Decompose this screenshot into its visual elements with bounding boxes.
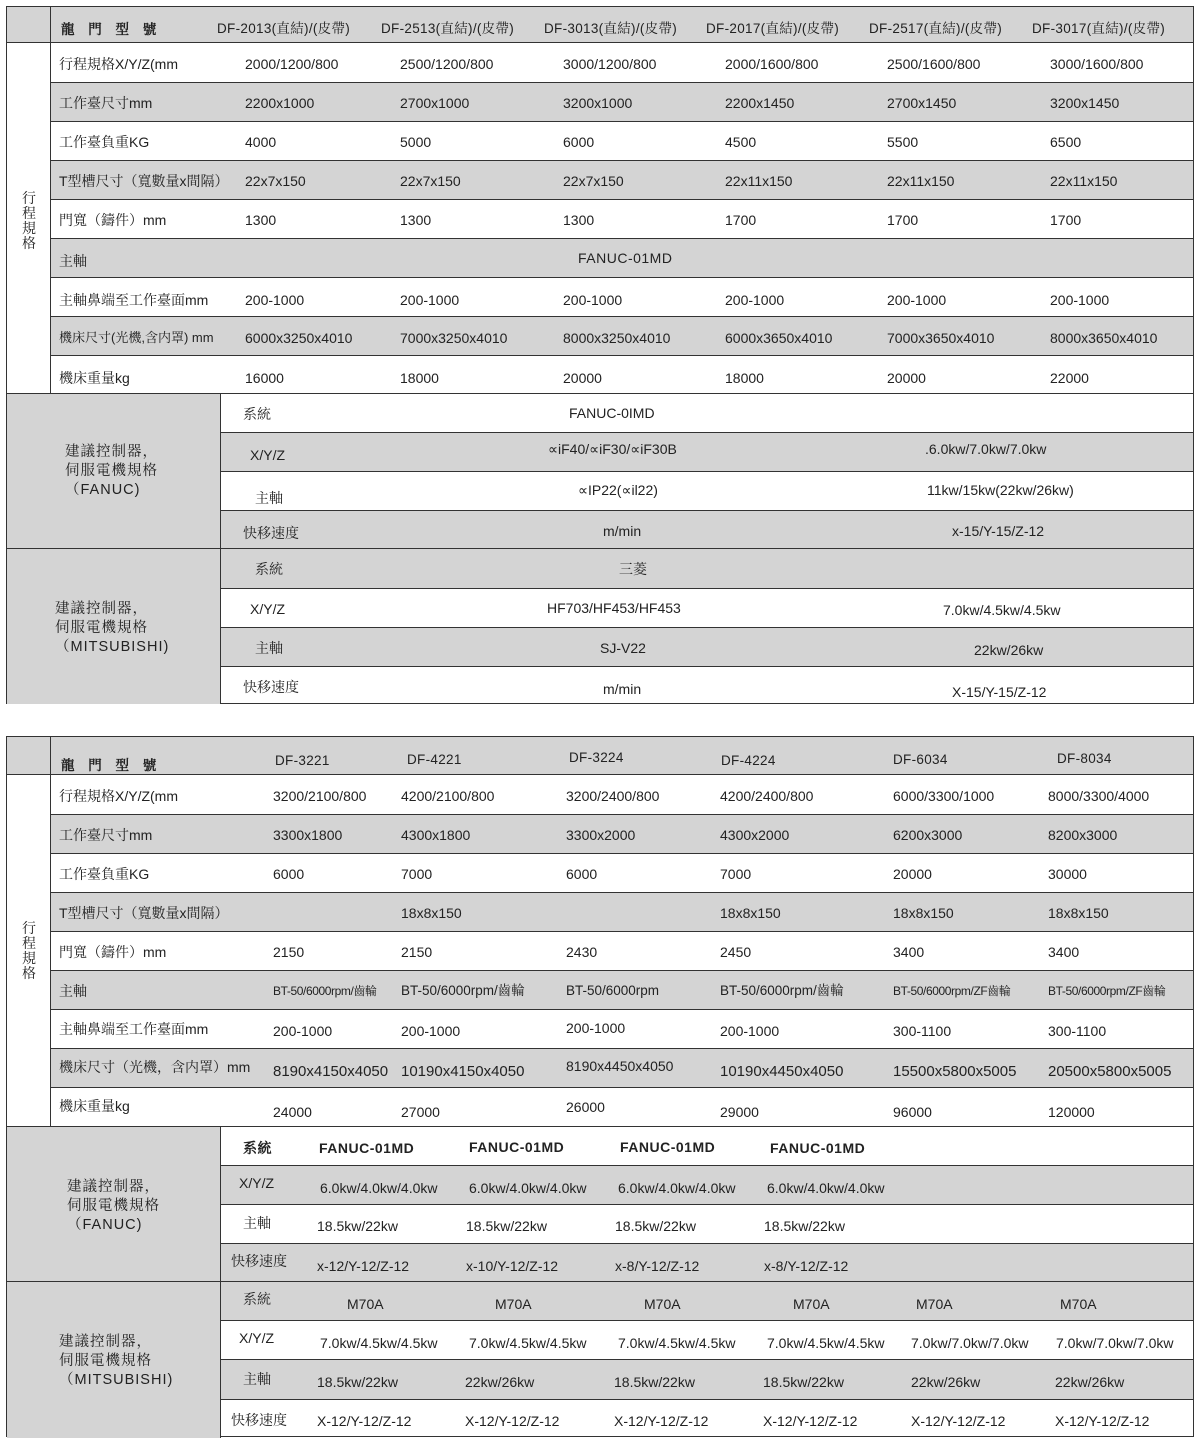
section-label-cell	[7, 1282, 221, 1438]
mitsubishi-section	[7, 1281, 1193, 1438]
cell-value: 6.0kw/4.0kw/4.0kw	[320, 1180, 438, 1196]
section-label-line: 伺服電機規格	[55, 620, 148, 636]
row-label: T型槽尺寸（寬數量x間隔）	[59, 173, 229, 189]
row-label: 快移速度	[231, 1253, 287, 1269]
cell-value: 8000x3650x4010	[1050, 330, 1158, 346]
cell-value: 20000	[887, 370, 926, 386]
table-row	[221, 432, 1193, 471]
cell-value: 7.0kw/7.0kw/7.0kw	[1056, 1335, 1174, 1351]
cell-value: BT-50/6000rpm/ZF齒輪	[893, 984, 1011, 998]
table-header	[7, 737, 1193, 775]
cell-value: 3200x1450	[1050, 95, 1120, 111]
table-row	[51, 814, 1193, 853]
cell-value: 4300x2000	[720, 827, 790, 843]
cell-value: 27000	[401, 1104, 440, 1120]
cell-value: 11kw/15kw(22kw/26kw)	[927, 482, 1074, 498]
cell-value: 18.5kw/22kw	[764, 1218, 845, 1234]
table-row	[51, 853, 1193, 892]
cell-value: M70A	[644, 1296, 681, 1312]
cell-value: X-12/Y-12/Z-12	[1055, 1413, 1150, 1429]
table-row	[51, 121, 1193, 160]
cell-value: 200-1000	[245, 292, 305, 308]
row-label: 主軸	[255, 640, 283, 656]
section-label-line: 伺服電機規格	[65, 463, 158, 479]
cell-value: m/min	[603, 681, 642, 697]
cell-value: 7000x3650x4010	[887, 330, 995, 346]
cell-value: 2500/1200/800	[400, 56, 494, 72]
spec-table-2	[6, 736, 1194, 1437]
cell-value: 22kw/26kw	[974, 642, 1044, 658]
model-name: DF-3017(直結)/(皮帶)	[1032, 21, 1166, 36]
cell-value: 7.0kw/4.5kw/4.5kw	[618, 1335, 736, 1351]
table-row	[221, 1320, 1193, 1359]
cell-value: 4500	[725, 134, 757, 150]
cell-value: 300-1100	[893, 1023, 952, 1039]
cell-value: 18000	[725, 370, 764, 386]
cell-value: 18000	[400, 370, 439, 386]
cell-value: SJ-V22	[600, 640, 646, 656]
cell-value: FANUC-01MD	[620, 1139, 716, 1155]
model-name: DF-4224	[721, 753, 776, 768]
table-row	[221, 1282, 1193, 1320]
cell-value: 18.5kw/22kw	[763, 1374, 844, 1390]
cell-value: 7000x3250x4010	[400, 330, 508, 346]
cell-value: 15500x5800x5005	[893, 1063, 1017, 1080]
section-label-line: 建議控制器，	[67, 1179, 160, 1195]
cell-value: x-10/Y-12/Z-12	[466, 1258, 559, 1274]
cell-value: 20500x5800x5005	[1048, 1063, 1172, 1080]
table-row	[51, 1087, 1193, 1126]
cell-value: 2150	[273, 944, 305, 960]
merged-value: FANUC-01MD	[578, 250, 673, 266]
cell-value: 29000	[720, 1104, 759, 1120]
cell-value: 3000/1200/800	[563, 56, 657, 72]
table-row	[221, 627, 1193, 666]
cell-value: m/min	[603, 523, 642, 539]
section-label-line: （MITSUBISHI)	[59, 1372, 174, 1388]
cell-value: FANUC-0IMD	[569, 405, 655, 421]
cell-value: 6.0kw/4.0kw/4.0kw	[767, 1180, 885, 1196]
cell-value: 200-1000	[563, 292, 623, 308]
cell-value: 1700	[725, 212, 757, 228]
cell-value: M70A	[347, 1296, 384, 1312]
cell-value: 18x8x150	[1048, 905, 1109, 921]
side-label-cell	[7, 43, 51, 393]
cell-value: 2700x1450	[887, 95, 957, 111]
section-label-line: 建議控制器，	[65, 444, 158, 460]
cell-value: 22x7x150	[400, 173, 461, 189]
cell-value: 22x7x150	[245, 173, 306, 189]
cell-value: 200-1000	[401, 1023, 461, 1039]
row-label: 機床尺寸(光機,含内罩) mm	[59, 330, 214, 345]
section-label-cell	[7, 394, 221, 548]
cell-value: 3400	[1048, 944, 1080, 960]
model-name: DF-2517(直結)/(皮帶)	[869, 21, 1003, 36]
row-label: T型槽尺寸（寬數量x間隔）	[59, 905, 229, 921]
cell-value: 3300x2000	[566, 827, 636, 843]
cell-value: 1300	[400, 212, 432, 228]
section-label-line: 建議控制器，	[55, 601, 148, 617]
row-label: 門寬（鑄件）mm	[59, 212, 167, 228]
cell-value: 7.0kw/4.5kw/4.5kw	[320, 1335, 438, 1351]
table-row	[221, 1165, 1193, 1204]
cell-value: 6000x3250x4010	[245, 330, 353, 346]
cell-value: X-12/Y-12/Z-12	[465, 1413, 560, 1429]
header-corner	[7, 737, 51, 774]
cell-value: x-8/Y-12/Z-12	[764, 1258, 849, 1274]
table-row	[221, 1359, 1193, 1399]
cell-value: 2450	[720, 944, 752, 960]
model-name: DF-2017(直結)/(皮帶)	[706, 21, 840, 36]
row-label: 工作臺負重KG	[59, 866, 150, 882]
cell-value: 3200/2100/800	[273, 788, 367, 804]
table-row	[51, 199, 1193, 238]
section-label-line: 伺服電機規格	[59, 1353, 152, 1369]
cell-value: 26000	[566, 1099, 605, 1115]
cell-value: 4000	[245, 134, 277, 150]
cell-value: 8190x4450x4050	[566, 1058, 674, 1074]
row-label: 行程規格X/Y/Z(mm	[59, 788, 178, 804]
section-label-line: 建議控制器，	[59, 1334, 152, 1350]
cell-value: 18.5kw/22kw	[317, 1218, 398, 1234]
cell-value: X-15/Y-15/Z-12	[952, 684, 1047, 700]
model-name: DF-2013(直結)/(皮帶)	[217, 21, 351, 36]
spec-table-1	[6, 6, 1194, 704]
row-label: X/Y/Z	[239, 1175, 275, 1191]
section-label-line: 伺服電機規格	[67, 1198, 160, 1214]
cell-value: 2200x1450	[725, 95, 795, 111]
row-label: 系統	[243, 406, 271, 422]
cell-value: 18x8x150	[401, 905, 462, 921]
cell-value: FANUC-01MD	[469, 1139, 565, 1155]
cell-value: X-12/Y-12/Z-12	[317, 1413, 412, 1429]
cell-value: 2000/1600/800	[725, 56, 819, 72]
cell-value: 2500/1600/800	[887, 56, 981, 72]
cell-value: BT-50/6000rpm/齒輪	[720, 983, 844, 998]
cell-value: BT-50/6000rpm	[566, 983, 660, 998]
cell-value: 18.5kw/22kw	[466, 1218, 547, 1234]
cell-value: 22kw/26kw	[1055, 1374, 1125, 1390]
cell-value: x-8/Y-12/Z-12	[615, 1258, 700, 1274]
cell-value: 7.0kw/4.5kw/4.5kw	[767, 1335, 885, 1351]
cell-value: 200-1000	[566, 1020, 626, 1036]
cell-value: 7.0kw/7.0kw/7.0kw	[911, 1335, 1029, 1351]
model-label: 龍 門 型 號	[61, 758, 162, 773]
cell-value: 6.0kw/4.0kw/4.0kw	[618, 1180, 736, 1196]
cell-value: 120000	[1048, 1104, 1095, 1120]
cell-value: FANUC-01MD	[770, 1140, 866, 1156]
section-label-line: （FANUC)	[67, 1217, 143, 1233]
cell-value: 18.5kw/22kw	[317, 1374, 398, 1390]
section-label-cell	[7, 1127, 221, 1281]
cell-value: 4300x1800	[401, 827, 471, 843]
table-row	[51, 82, 1193, 121]
cell-value: 6000	[273, 866, 305, 882]
model-name: DF-3013(直結)/(皮帶)	[544, 21, 678, 36]
cell-value: 2000/1200/800	[245, 56, 339, 72]
cell-value: 22kw/26kw	[911, 1374, 981, 1390]
cell-value: HF703/HF453/HF453	[547, 600, 681, 616]
cell-value: 18.5kw/22kw	[614, 1374, 695, 1390]
row-label: 主軸	[59, 253, 87, 269]
model-name: DF-3224	[569, 750, 624, 765]
side-label: 行程規格	[22, 920, 36, 981]
table-row	[221, 1127, 1193, 1165]
cell-value: 1700	[887, 212, 919, 228]
cell-value: M70A	[495, 1296, 532, 1312]
cell-value: 5000	[400, 134, 432, 150]
cell-value: FANUC-01MD	[319, 1140, 415, 1156]
model-name: DF-4221	[407, 752, 462, 767]
table-row	[51, 775, 1193, 814]
cell-value: 2430	[566, 944, 598, 960]
table-row	[51, 277, 1193, 316]
row-label: 系統	[243, 1291, 271, 1307]
cell-value: 5500	[887, 134, 919, 150]
cell-value: x-15/Y-15/Z-12	[952, 523, 1045, 539]
cell-value: 6000	[563, 134, 595, 150]
cell-value: 4200/2100/800	[401, 788, 495, 804]
cell-value: M70A	[1060, 1296, 1097, 1312]
row-label: 主軸鼻端至工作臺面mm	[59, 292, 209, 308]
row-label: 機床尺寸（光機，含内罩）mm	[59, 1059, 251, 1075]
cell-value: 22x11x150	[1050, 173, 1118, 189]
cell-value: 200-1000	[725, 292, 785, 308]
header-corner	[7, 7, 51, 42]
cell-value: 200-1000	[887, 292, 947, 308]
section-label-cell	[7, 549, 221, 704]
cell-value: BT-50/6000rpm/ZF齒輪	[1048, 984, 1166, 998]
table-row	[221, 510, 1193, 549]
cell-value: 6500	[1050, 134, 1082, 150]
cell-value: 3300x1800	[273, 827, 343, 843]
cell-value: 10190x4150x4050	[401, 1063, 525, 1080]
table-row	[51, 1048, 1193, 1087]
table-row	[221, 1204, 1193, 1243]
table-row	[221, 549, 1193, 588]
cell-value: 20000	[893, 866, 932, 882]
cell-value: 1300	[245, 212, 277, 228]
cell-value: 24000	[273, 1104, 312, 1120]
cell-value: 22000	[1050, 370, 1089, 386]
row-label: X/Y/Z	[250, 601, 286, 617]
cell-value: 22kw/26kw	[465, 1374, 535, 1390]
table-row	[221, 471, 1193, 510]
table-row	[221, 666, 1193, 705]
cell-value: 8000/3300/4000	[1048, 788, 1150, 804]
cell-value: 200-1000	[720, 1023, 780, 1039]
cell-value: BT-50/6000rpm/齒輪	[401, 983, 525, 998]
cell-value: 96000	[893, 1104, 932, 1120]
table-row	[51, 43, 1193, 82]
cell-value: 6200x3000	[893, 827, 963, 843]
table-row	[51, 238, 1193, 277]
table-row	[221, 588, 1193, 627]
cell-value: 4200/2400/800	[720, 788, 814, 804]
section-label-line: （FANUC)	[65, 482, 141, 498]
model-name: DF-3221	[275, 753, 330, 768]
cell-value: 7.0kw/4.5kw/4.5kw	[469, 1335, 587, 1351]
cell-value: 6000/3300/1000	[893, 788, 995, 804]
cell-value: 18.5kw/22kw	[615, 1218, 696, 1234]
cell-value: 7.0kw/4.5kw/4.5kw	[943, 602, 1061, 618]
cell-value: 2200x1000	[245, 95, 315, 111]
section-label-line: （MITSUBISHI)	[55, 639, 170, 655]
cell-value: ∝IP22(∝il22)	[578, 482, 658, 498]
row-label: 機床重量kg	[59, 1098, 130, 1114]
row-label: 工作臺負重KG	[59, 134, 150, 150]
row-label: 主軸	[59, 983, 87, 999]
row-label: 系統	[243, 1140, 272, 1156]
cell-value: 7000	[401, 866, 433, 882]
row-label: 快移速度	[243, 679, 299, 695]
row-label: 門寬（鑄件）mm	[59, 944, 167, 960]
cell-value: 3400	[893, 944, 925, 960]
cell-value: 3200/2400/800	[566, 788, 660, 804]
table-header	[7, 7, 1193, 43]
table-row	[221, 394, 1193, 432]
cell-value: 8000x3250x4010	[563, 330, 671, 346]
cell-value: 6000	[566, 866, 598, 882]
table-row	[51, 1009, 1193, 1048]
model-name: DF-8034	[1057, 751, 1112, 766]
row-label: 主軸	[243, 1215, 271, 1231]
row-label: 主軸	[255, 490, 283, 506]
row-label: 快移速度	[243, 525, 299, 541]
cell-value: BT-50/6000rpm/齒輪	[273, 984, 377, 998]
cell-value: 6.0kw/4.0kw/4.0kw	[469, 1180, 587, 1196]
table-row	[51, 160, 1193, 199]
cell-value: X-12/Y-12/Z-12	[614, 1413, 709, 1429]
cell-value: 22x11x150	[887, 173, 955, 189]
cell-value: .6.0kw/7.0kw/7.0kw	[925, 441, 1047, 457]
cell-value: 22x7x150	[563, 173, 624, 189]
cell-value: 200-1000	[400, 292, 460, 308]
row-label: 工作臺尺寸mm	[59, 95, 153, 111]
side-label-cell	[7, 775, 51, 1126]
cell-value: 8190x4150x4050	[273, 1063, 389, 1080]
cell-value: 16000	[245, 370, 284, 386]
cell-value: X-12/Y-12/Z-12	[911, 1413, 1006, 1429]
table-row	[51, 892, 1193, 931]
row-label: 主軸	[243, 1371, 271, 1387]
table-row	[51, 970, 1193, 1009]
side-label: 行程規格	[22, 190, 36, 251]
cell-value: M70A	[793, 1296, 830, 1312]
table-row	[51, 931, 1193, 970]
model-label: 龍 門 型 號	[61, 22, 162, 37]
cell-value: 3000/1600/800	[1050, 56, 1144, 72]
row-label: 主軸鼻端至工作臺面mm	[59, 1021, 209, 1037]
fanuc-section	[7, 393, 1193, 548]
cell-value: 1300	[563, 212, 595, 228]
cell-value: 3200x1000	[563, 95, 633, 111]
cell-value: 1700	[1050, 212, 1082, 228]
cell-value: 18x8x150	[893, 905, 954, 921]
table-row	[221, 1243, 1193, 1282]
cell-value: 200-1000	[1050, 292, 1110, 308]
row-label: X/Y/Z	[250, 447, 286, 463]
cell-value: 18x8x150	[720, 905, 781, 921]
model-name: DF-2513(直結)/(皮帶)	[381, 21, 515, 36]
model-name: DF-6034	[893, 752, 948, 767]
mitsubishi-section	[7, 548, 1193, 704]
cell-value: 7000	[720, 866, 752, 882]
row-label: X/Y/Z	[239, 1330, 275, 1346]
cell-value: X-12/Y-12/Z-12	[763, 1413, 858, 1429]
table-row	[221, 1399, 1193, 1439]
cell-value: ∝iF40/∝iF30/∝iF30B	[548, 441, 677, 457]
row-label: 工作臺尺寸mm	[59, 827, 153, 843]
cell-value: 30000	[1048, 866, 1087, 882]
cell-value: 三菱	[619, 561, 647, 577]
row-label: 快移速度	[231, 1412, 287, 1428]
cell-value: 22x11x150	[725, 173, 793, 189]
cell-value: 8200x3000	[1048, 827, 1118, 843]
fanuc-section	[7, 1126, 1193, 1281]
table-row	[51, 316, 1193, 355]
table-row	[51, 355, 1193, 393]
cell-value: 20000	[563, 370, 602, 386]
row-label: 系統	[255, 561, 283, 577]
cell-value: 6000x3650x4010	[725, 330, 833, 346]
cell-value: 2150	[401, 944, 433, 960]
cell-value: x-12/Y-12/Z-12	[317, 1258, 410, 1274]
cell-value: 200-1000	[273, 1023, 333, 1039]
cell-value: 300-1100	[1048, 1023, 1107, 1039]
row-label: 行程規格X/Y/Z(mm	[59, 56, 178, 72]
cell-value: 10190x4450x4050	[720, 1063, 844, 1080]
row-label: 機床重量kg	[59, 370, 130, 386]
cell-value: M70A	[916, 1296, 953, 1312]
cell-value: 2700x1000	[400, 95, 470, 111]
